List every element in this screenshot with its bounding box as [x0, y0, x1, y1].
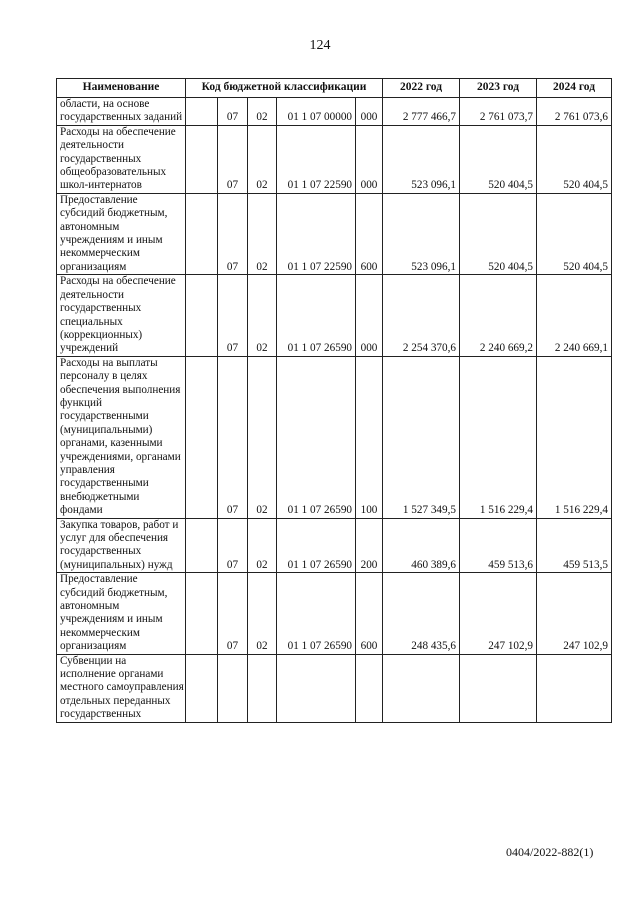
row-pr: 02	[248, 98, 277, 126]
row-2023	[460, 654, 537, 722]
row-2023: 520 404,5	[460, 125, 537, 193]
row-pr: 02	[248, 356, 277, 518]
row-2022	[383, 654, 460, 722]
row-rz: 07	[218, 193, 248, 274]
row-vr: 000	[356, 125, 383, 193]
row-name: Предоставление субсидий бюджетным, автономным учреждениям и иным некоммерческим организациям	[57, 193, 186, 274]
header-row	[57, 79, 612, 98]
table-row	[57, 193, 612, 274]
row-2024: 459 513,5	[537, 518, 612, 573]
row-name: Субвенции на исполнение органами местного самоуправления отдельных переданных государственных	[57, 654, 186, 722]
row-2022: 523 096,1	[383, 125, 460, 193]
row-2023: 520 404,5	[460, 193, 537, 274]
table-row	[57, 125, 612, 193]
row-2022: 523 096,1	[383, 193, 460, 274]
row-2022: 2 777 466,7	[383, 98, 460, 126]
table-row	[57, 654, 612, 722]
row-gr	[186, 518, 218, 573]
row-rz: 07	[218, 125, 248, 193]
row-name: области, на основе государственных заданий	[57, 98, 186, 126]
row-2022: 1 527 349,5	[383, 356, 460, 518]
row-rz: 07	[218, 518, 248, 573]
row-name: Предоставление субсидий бюджетным, автономным учреждениям и иным некоммерческим организациям	[57, 573, 186, 654]
document-code: 0404/2022-882(1)	[506, 845, 594, 859]
row-name: Закупка товаров, работ и услуг для обеспечения государственных (муниципальных) нужд	[57, 518, 186, 573]
row-2024: 247 102,9	[537, 573, 612, 654]
row-2024: 2 240 669,1	[537, 275, 612, 356]
table-row	[57, 573, 612, 654]
header-code: Код бюджетной классификации	[186, 79, 383, 98]
row-2022: 460 389,6	[383, 518, 460, 573]
table-row	[57, 356, 612, 518]
row-name: Расходы на обеспечение деятельности государственных специальных (коррекционных) учреждений	[57, 275, 186, 356]
row-csr	[277, 654, 356, 722]
row-gr	[186, 98, 218, 126]
row-2024: 520 404,5	[537, 125, 612, 193]
table-row	[57, 275, 612, 356]
row-vr: 000	[356, 275, 383, 356]
row-csr: 01 1 07 26590	[277, 356, 356, 518]
row-gr	[186, 193, 218, 274]
row-csr: 01 1 07 22590	[277, 193, 356, 274]
header-name: Наименование	[57, 79, 186, 98]
row-rz: 07	[218, 573, 248, 654]
page-number: 124	[309, 38, 331, 53]
row-pr	[248, 654, 277, 722]
row-2023: 459 513,6	[460, 518, 537, 573]
row-name: Расходы на выплаты персоналу в целях обеспечения выполнения функций государственными (муниципальными) органами, казенными учреждениями, органами управления государственными внебюджетными фондами	[57, 356, 186, 518]
row-vr: 600	[356, 193, 383, 274]
row-pr: 02	[248, 275, 277, 356]
header-2023: 2023 год	[460, 79, 537, 98]
row-gr	[186, 654, 218, 722]
table-row	[57, 518, 612, 573]
row-2023: 1 516 229,4	[460, 356, 537, 518]
row-rz: 07	[218, 98, 248, 126]
row-vr: 100	[356, 356, 383, 518]
row-name: Расходы на обеспечение деятельности государственных общеобразовательных школ-интернатов	[57, 125, 186, 193]
row-csr: 01 1 07 00000	[277, 98, 356, 126]
header-2024: 2024 год	[537, 79, 612, 98]
row-gr	[186, 356, 218, 518]
row-2024: 520 404,5	[537, 193, 612, 274]
table-row	[57, 98, 612, 126]
row-csr: 01 1 07 26590	[277, 573, 356, 654]
row-csr: 01 1 07 26590	[277, 275, 356, 356]
budget-table	[56, 78, 612, 723]
row-2024: 2 761 073,6	[537, 98, 612, 126]
row-2022: 2 254 370,6	[383, 275, 460, 356]
row-rz: 07	[218, 356, 248, 518]
row-gr	[186, 573, 218, 654]
row-vr: 600	[356, 573, 383, 654]
row-2023: 2 240 669,2	[460, 275, 537, 356]
row-2024: 1 516 229,4	[537, 356, 612, 518]
row-gr	[186, 275, 218, 356]
row-2023: 2 761 073,7	[460, 98, 537, 126]
row-2022: 248 435,6	[383, 573, 460, 654]
row-vr	[356, 654, 383, 722]
row-pr: 02	[248, 193, 277, 274]
row-pr: 02	[248, 125, 277, 193]
row-pr: 02	[248, 518, 277, 573]
row-csr: 01 1 07 26590	[277, 518, 356, 573]
row-rz	[218, 654, 248, 722]
row-gr	[186, 125, 218, 193]
row-vr: 000	[356, 98, 383, 126]
header-2022: 2022 год	[383, 79, 460, 98]
row-2024	[537, 654, 612, 722]
row-pr: 02	[248, 573, 277, 654]
row-vr: 200	[356, 518, 383, 573]
row-rz: 07	[218, 275, 248, 356]
row-csr: 01 1 07 22590	[277, 125, 356, 193]
row-2023: 247 102,9	[460, 573, 537, 654]
